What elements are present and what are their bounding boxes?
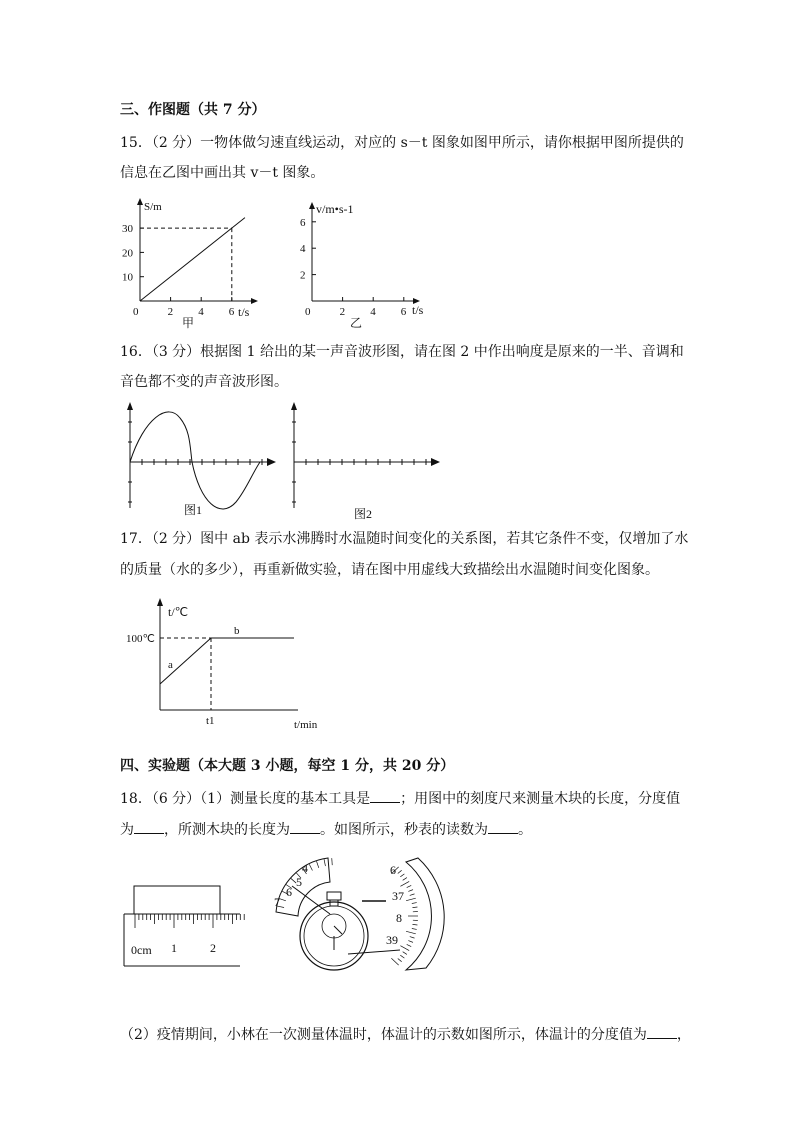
- q18-line3b: ，: [676, 1027, 691, 1043]
- q15-graph-yi: [290, 198, 430, 338]
- jia-ytick-label: 20: [122, 247, 133, 260]
- answer-blank-4[interactable]: [488, 821, 518, 834]
- section-3-title: 三、作图题（共 7 分）: [120, 102, 266, 118]
- min-7: 7: [274, 895, 280, 909]
- ruler-0cm: 0cm: [131, 943, 152, 957]
- yi-ytick-label: 4: [300, 243, 306, 256]
- yi-ytick-label: 6: [300, 216, 306, 229]
- q18-line3a: （2）疫情期间，小林在一次测量体温时，体温计的示数如图所示，体温计的分度值为: [120, 1027, 647, 1043]
- jia-caption: 甲: [182, 316, 195, 330]
- fig2-caption: 图2: [354, 507, 373, 521]
- yi-xtick-label: 2: [339, 306, 346, 318]
- jia-xtick-label: 0: [133, 306, 139, 318]
- second-dial-zoom: [406, 858, 444, 970]
- section-4-title: 四、实验题（本大题 3 小题，每空 1 分，共 20 分）: [120, 758, 455, 774]
- q17-b-label: b: [234, 625, 240, 637]
- yi-yticks: [300, 217, 316, 282]
- yi-xticks: [305, 297, 407, 318]
- q17-line1: 17．（2 分）图中 ab 表示水沸腾时水温随时间变化的关系图，若其它条件不变，仅增加了水: [120, 531, 689, 547]
- yi-xtick-label: 4: [370, 306, 376, 318]
- q17-line2: 的质量（水的多少），再重新做实验，请在图中用虚线大致描绘出水温随时间变化图象。: [120, 562, 659, 578]
- q17-t1-label: t1: [206, 715, 215, 727]
- jia-xticks: [133, 297, 235, 318]
- sec-37: 37: [392, 889, 404, 903]
- min-4: 4: [302, 861, 308, 875]
- stopwatch-figure: [266, 852, 446, 972]
- q18-line2a: 为: [120, 822, 134, 838]
- q18-line2c: 。如图所示，秒表的读数为: [320, 822, 488, 838]
- q15-line2: 信息在乙图中画出其 v－t 图象。: [120, 165, 325, 181]
- jia-xtick-label: 6: [228, 306, 235, 318]
- answer-blank-3[interactable]: [290, 821, 320, 834]
- jia-xtick-label: 2: [167, 306, 174, 318]
- answer-blank-5[interactable]: [647, 1026, 677, 1039]
- yi-caption: 乙: [350, 316, 363, 330]
- sec-6: 6: [390, 863, 396, 877]
- jia-xlabel: t/s: [238, 305, 250, 319]
- ruler-figure: [118, 880, 248, 970]
- q17-100-label: 100℃: [126, 633, 155, 645]
- yi-ytick-label: 2: [300, 269, 306, 282]
- q16-figure2: [284, 402, 444, 522]
- q15-graph-jia: [118, 198, 258, 338]
- q17-xlabel: t/min: [294, 719, 318, 731]
- q18-line2: [120, 820, 532, 840]
- sec-39: 39: [386, 933, 398, 947]
- ruler-ticks: [135, 914, 244, 928]
- q15-line1: 15．（2 分）一物体做匀速直线运动，对应的 s－t 图象如图甲所示，请你根据甲图所提供的: [120, 135, 684, 151]
- min-5: 5: [296, 875, 302, 889]
- jia-yticks: [122, 223, 144, 284]
- yi-xlabel: t/s: [412, 303, 424, 317]
- jia-ytick-label: 30: [122, 223, 133, 236]
- s-t-line: [140, 218, 245, 301]
- q18-line2b: ，所测木块的长度为: [164, 822, 290, 838]
- fig1-caption: 图1: [184, 503, 203, 517]
- q18-line2d: 。: [518, 822, 532, 838]
- q18-line3: [120, 1025, 691, 1045]
- q16-figure1: [120, 402, 280, 522]
- jia-xtick-label: 4: [198, 306, 204, 318]
- q18-line1: [120, 789, 680, 809]
- q17-ylabel: t/℃: [168, 605, 189, 619]
- yi-ylabel: v/m•s-1: [316, 202, 354, 216]
- jia-ylabel: S/m: [144, 201, 162, 213]
- q18-line1b: ；用图中的刻度尺来测量木块的长度，分度值: [400, 791, 681, 807]
- q16-line2: 音色都不变的声音波形图。: [120, 374, 288, 390]
- sec-8: 8: [396, 911, 402, 925]
- sine-wave: [130, 412, 260, 509]
- yi-xtick-label: 0: [305, 306, 311, 318]
- ruler-1: 1: [171, 941, 177, 955]
- answer-blank-2[interactable]: [134, 821, 164, 834]
- min-6: 6: [286, 885, 292, 899]
- jia-ytick-label: 10: [122, 271, 133, 284]
- q17-a-label: a: [168, 659, 173, 671]
- ruler-2: 2: [210, 941, 216, 955]
- yi-xtick-label: 6: [400, 306, 407, 318]
- wood-block: [134, 886, 220, 914]
- answer-blank-1[interactable]: [370, 790, 400, 803]
- q18-line1a: 18．（6 分）（1）测量长度的基本工具是: [120, 791, 371, 807]
- q16-line1: 16．（3 分）根据图 1 给出的某一声音波形图，请在图 2 中作出响度是原来的一半、音调和: [120, 344, 684, 360]
- q17-graph: [118, 598, 328, 738]
